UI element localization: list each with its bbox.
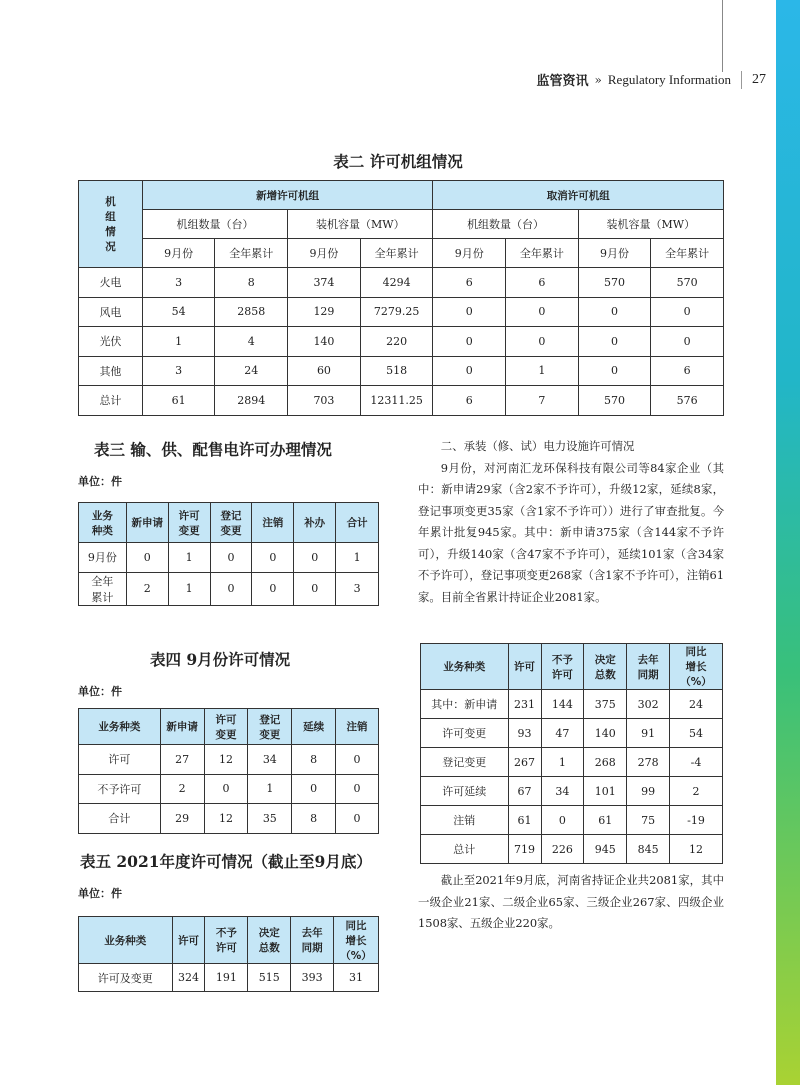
table-cell: 945	[584, 835, 627, 864]
table-cell: 1	[541, 748, 584, 777]
table-row	[421, 748, 723, 777]
table3-transmission-permits	[78, 502, 379, 606]
column-header: 同比 增长 （%）	[670, 644, 723, 690]
table-row	[79, 268, 724, 298]
row-label: 全年 累计	[79, 572, 127, 605]
table-cell: 0	[336, 774, 379, 804]
table-row	[79, 356, 724, 386]
table-cell: 375	[584, 690, 627, 719]
table-row	[79, 745, 379, 775]
table-cell: 0	[433, 297, 506, 327]
table2-period: 全年累计	[215, 239, 288, 268]
table-cell: 0	[506, 297, 579, 327]
table-cell: 570	[651, 268, 724, 298]
table-cell: 0	[651, 327, 724, 357]
section-heading: 二、承装（修、试）电力设施许可情况	[440, 439, 635, 453]
column-header: 许可 变更	[204, 709, 248, 745]
table-row	[421, 690, 723, 719]
table-header-row	[79, 709, 379, 745]
table-cell: 54	[142, 297, 215, 327]
column-header: 合计	[336, 503, 379, 543]
table-cell: 0	[252, 543, 294, 573]
table2-group-new: 新增许可机组	[142, 181, 433, 210]
table2-sub-cap: 装机容量（MW）	[288, 210, 433, 239]
table-cell: 0	[126, 543, 168, 573]
table2-sub-cap: 装机容量（MW）	[578, 210, 723, 239]
table-cell: 231	[508, 690, 541, 719]
table6-installation-permits	[420, 643, 723, 864]
table-cell: 278	[627, 748, 670, 777]
row-label: 许可延续	[421, 777, 509, 806]
table-row	[79, 327, 724, 357]
table-header-row	[421, 644, 723, 690]
table-cell: 67	[508, 777, 541, 806]
column-header: 不予 许可	[205, 917, 248, 964]
table-cell: 0	[541, 806, 584, 835]
row-label: 总计	[421, 835, 509, 864]
table-cell: 0	[433, 327, 506, 357]
table-row	[421, 719, 723, 748]
table-cell: 6	[433, 386, 506, 416]
section-two-text	[418, 436, 724, 608]
table5-annual-permits	[78, 916, 379, 992]
column-header: 延续	[292, 709, 336, 745]
table-cell: 845	[627, 835, 670, 864]
table4-title: 表四 9月份许可情况	[150, 650, 291, 669]
table-cell: 268	[584, 748, 627, 777]
table4-september-permits	[78, 708, 379, 834]
row-label: 风电	[79, 297, 143, 327]
column-header: 业务种类	[79, 917, 173, 964]
table-cell: 2858	[215, 297, 288, 327]
table-cell: 1	[168, 543, 210, 573]
table-cell: 703	[288, 386, 361, 416]
table-cell: 93	[508, 719, 541, 748]
body-paragraph: 9月份，对河南汇龙环保科技有限公司等84家企业（其中：新申请29家（含2家不予许可），升级12家，延续8家，登记事项变更35家（含1家不予许可））进行了审查批复。今年累计批复945家。其中：新申请375家（含144家不予许可），升级140家（含47家不予许可），延续101家（含34家不予许可），登记事项变更268家（含1家不予许可），注销61家。目前全省累计持证企业2081家。	[418, 460, 724, 604]
row-label: 不予许可	[79, 774, 161, 804]
table3-unit: 单位：件	[78, 475, 122, 488]
table-cell: 12	[204, 745, 248, 775]
table-row	[79, 572, 379, 605]
table-cell: 570	[578, 268, 651, 298]
table4-unit: 单位：件	[78, 685, 122, 698]
table-cell: 1	[142, 327, 215, 357]
table2-period: 全年累计	[360, 239, 433, 268]
table-cell: 191	[205, 964, 248, 992]
table2-period: 9月份	[142, 239, 215, 268]
double-arrow-icon: »	[594, 72, 602, 87]
column-header: 去年 同期	[627, 644, 670, 690]
table-cell: 34	[541, 777, 584, 806]
column-header: 补办	[294, 503, 336, 543]
table5-unit: 单位：件	[78, 887, 122, 900]
table2-period: 9月份	[433, 239, 506, 268]
table-cell: 8	[215, 268, 288, 298]
column-header: 登记 变更	[248, 709, 292, 745]
table2-group-cancel: 取消许可机组	[433, 181, 724, 210]
column-header: 许可	[508, 644, 541, 690]
table-cell: 6	[433, 268, 506, 298]
table-cell: 1	[168, 572, 210, 605]
table-cell: 0	[292, 774, 336, 804]
table-cell: 7279.25	[360, 297, 433, 327]
header-separator	[741, 71, 742, 89]
table2-period: 9月份	[578, 239, 651, 268]
row-label: 许可变更	[421, 719, 509, 748]
column-header: 注销	[336, 709, 379, 745]
table-cell: 4294	[360, 268, 433, 298]
table-cell: 4	[215, 327, 288, 357]
column-header: 决定 总数	[584, 644, 627, 690]
table2-period: 全年累计	[506, 239, 579, 268]
table-cell: 144	[541, 690, 584, 719]
table-cell: 0	[210, 543, 252, 573]
table-cell: 570	[578, 386, 651, 416]
table-cell: 61	[142, 386, 215, 416]
table-cell: 0	[336, 804, 379, 834]
header-divider-line	[722, 0, 723, 72]
table-row	[79, 543, 379, 573]
column-header: 不予 许可	[541, 644, 584, 690]
table2-corner-header: 机 组 情 况	[79, 181, 143, 268]
table-cell: -4	[670, 748, 723, 777]
table-row	[421, 835, 723, 864]
table-cell: 0	[506, 327, 579, 357]
table-cell: 8	[292, 745, 336, 775]
table-cell: 3	[336, 572, 379, 605]
table-cell: 6	[651, 356, 724, 386]
table3-title: 表三 输、供、配售电许可办理情况	[94, 440, 332, 459]
table-cell: 0	[578, 327, 651, 357]
table2-title-text: 表二 许可机组情况	[333, 152, 463, 171]
table-cell: 518	[360, 356, 433, 386]
table-cell: 0	[578, 356, 651, 386]
table-cell: 226	[541, 835, 584, 864]
table-cell: 29	[160, 804, 204, 834]
row-label: 其中：新申请	[421, 690, 509, 719]
table-cell: 0	[294, 543, 336, 573]
table5-title: 表五 2021年度许可情况（截止至9月底）	[80, 852, 372, 871]
table2-title	[0, 150, 800, 172]
table-cell: 515	[248, 964, 291, 992]
table-cell: 54	[670, 719, 723, 748]
table-cell: 35	[248, 804, 292, 834]
section-title-cn: 监管资讯	[536, 74, 589, 89]
table-cell: 101	[584, 777, 627, 806]
table-cell: 31	[334, 964, 379, 992]
table-cell: 0	[651, 297, 724, 327]
page-number: 27	[752, 71, 766, 87]
row-label: 9月份	[79, 543, 127, 573]
table-cell: 393	[291, 964, 334, 992]
table-row	[79, 386, 724, 416]
table-row	[79, 804, 379, 834]
table-header-row	[79, 917, 379, 964]
table-cell: 2	[670, 777, 723, 806]
table-cell: 12	[204, 804, 248, 834]
table-cell: 3	[142, 356, 215, 386]
table-cell: 129	[288, 297, 361, 327]
row-label: 其他	[79, 356, 143, 386]
section-summary-text	[418, 870, 724, 935]
row-label: 许可	[79, 745, 161, 775]
table-cell: 0	[578, 297, 651, 327]
table-header-row	[79, 503, 379, 543]
column-header: 业务种类	[79, 709, 161, 745]
column-header: 新申请	[160, 709, 204, 745]
table-cell: -19	[670, 806, 723, 835]
column-header: 许可	[172, 917, 205, 964]
column-header: 登记 变更	[210, 503, 252, 543]
table-cell: 267	[508, 748, 541, 777]
row-label: 注销	[421, 806, 509, 835]
table-cell: 2	[160, 774, 204, 804]
table-cell: 27	[160, 745, 204, 775]
table-cell: 3	[142, 268, 215, 298]
table-cell: 47	[541, 719, 584, 748]
table-cell: 0	[252, 572, 294, 605]
table-cell: 61	[508, 806, 541, 835]
table-cell: 0	[210, 572, 252, 605]
table-cell: 12	[670, 835, 723, 864]
table2-sub-count: 机组数量（台）	[433, 210, 578, 239]
row-label: 许可及变更	[79, 964, 173, 992]
column-header: 同比 增长 （%）	[334, 917, 379, 964]
row-label: 总计	[79, 386, 143, 416]
table2-period: 9月份	[288, 239, 361, 268]
table-row	[79, 297, 724, 327]
table-cell: 60	[288, 356, 361, 386]
column-header: 注销	[252, 503, 294, 543]
column-header: 业务 种类	[79, 503, 127, 543]
table-cell: 24	[670, 690, 723, 719]
table-cell: 576	[651, 386, 724, 416]
column-header: 去年 同期	[291, 917, 334, 964]
table-cell: 34	[248, 745, 292, 775]
table-row	[79, 964, 379, 992]
table-cell: 8	[292, 804, 336, 834]
column-header: 许可 变更	[168, 503, 210, 543]
table2-sub-count: 机组数量（台）	[142, 210, 287, 239]
body-paragraph: 截止至2021年9月底，河南省持证企业共2081家，其中一级企业21家、二级企业65家、三级企业267家、四级企业1508家、五级企业220家。	[418, 873, 724, 930]
table-cell: 2	[126, 572, 168, 605]
row-label: 光伏	[79, 327, 143, 357]
table-cell: 140	[288, 327, 361, 357]
table-cell: 0	[294, 572, 336, 605]
table-cell: 302	[627, 690, 670, 719]
table-cell: 719	[508, 835, 541, 864]
page-header	[537, 70, 766, 89]
table-cell: 1	[248, 774, 292, 804]
table-cell: 61	[584, 806, 627, 835]
row-label: 火电	[79, 268, 143, 298]
column-header: 决定 总数	[248, 917, 291, 964]
table-cell: 140	[584, 719, 627, 748]
row-label: 登记变更	[421, 748, 509, 777]
table-cell: 24	[215, 356, 288, 386]
table-row	[421, 806, 723, 835]
table-row	[79, 774, 379, 804]
table-cell: 91	[627, 719, 670, 748]
table-cell: 6	[506, 268, 579, 298]
table-cell: 0	[204, 774, 248, 804]
row-label: 合计	[79, 804, 161, 834]
table-cell: 374	[288, 268, 361, 298]
table2-unit-permits	[78, 180, 724, 416]
column-header: 业务种类	[421, 644, 509, 690]
table-cell: 220	[360, 327, 433, 357]
column-header: 新申请	[126, 503, 168, 543]
table-row	[421, 777, 723, 806]
table-cell: 2894	[215, 386, 288, 416]
table-cell: 75	[627, 806, 670, 835]
table2-period: 全年累计	[651, 239, 724, 268]
table-cell: 0	[336, 745, 379, 775]
table-cell: 1	[506, 356, 579, 386]
table-cell: 99	[627, 777, 670, 806]
table-cell: 0	[433, 356, 506, 386]
section-title-en: Regulatory Information	[607, 71, 731, 87]
table-cell: 324	[172, 964, 205, 992]
table-cell: 1	[336, 543, 379, 573]
table-cell: 7	[506, 386, 579, 416]
table-cell: 12311.25	[360, 386, 433, 416]
